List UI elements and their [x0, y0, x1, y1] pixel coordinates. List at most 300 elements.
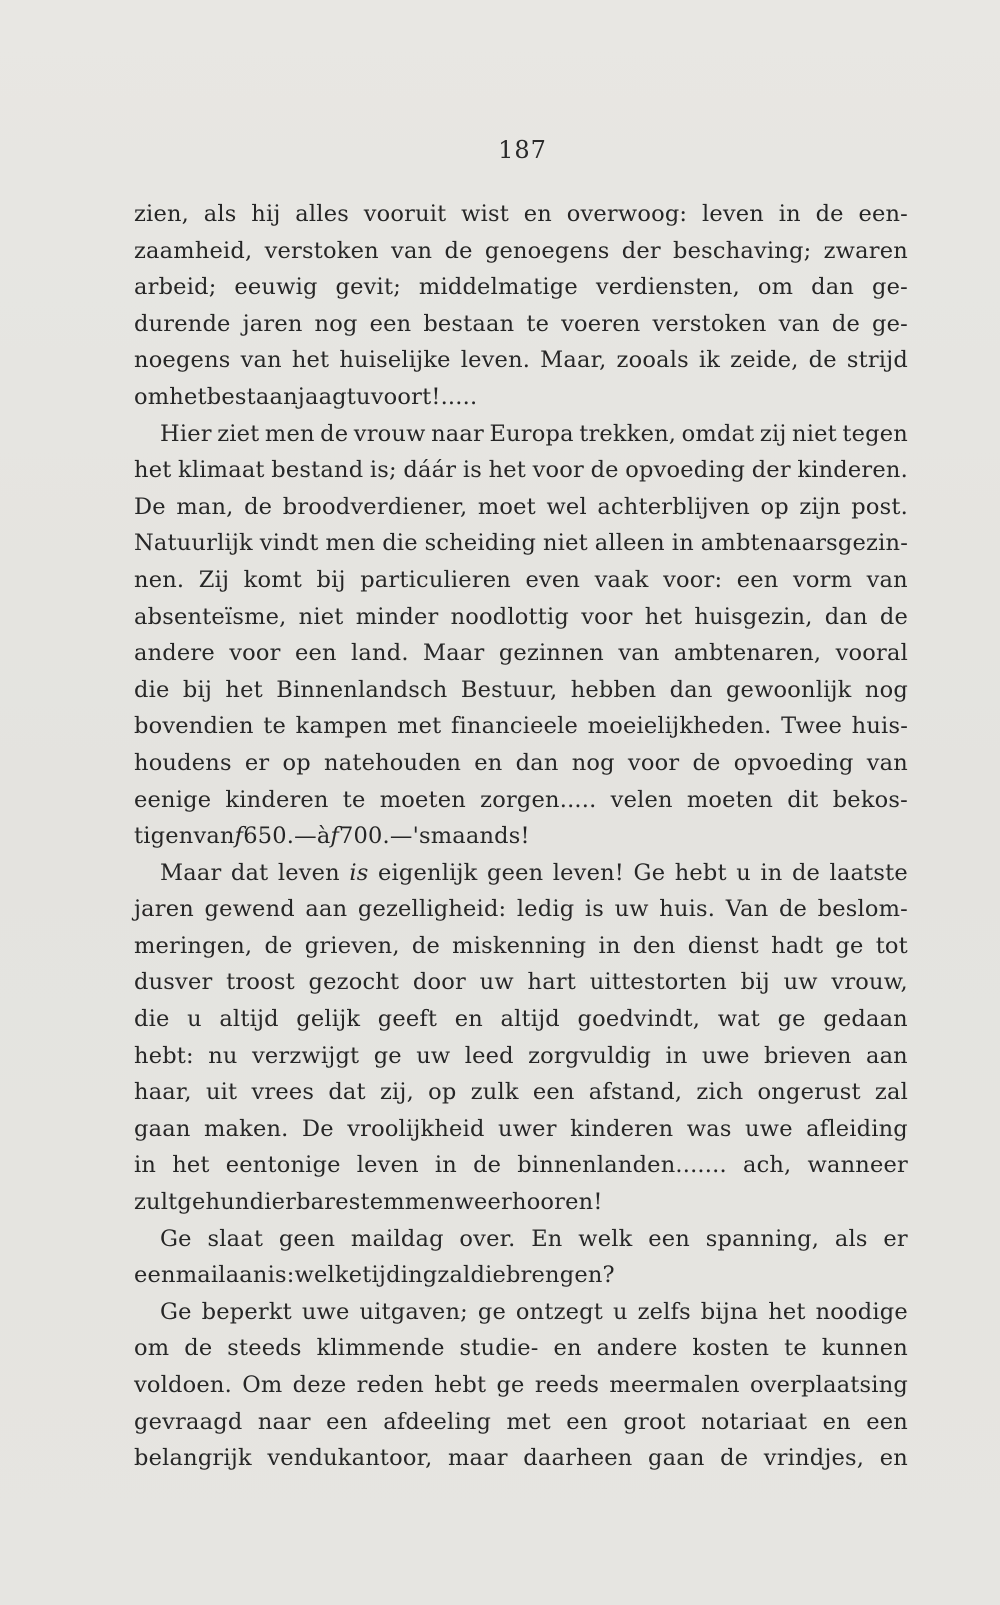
word: zij	[759, 420, 787, 447]
word: hebt:	[134, 1042, 194, 1069]
text-line	[134, 928, 908, 965]
word: huisgezin,	[694, 603, 813, 630]
text-line	[134, 1038, 908, 1075]
word: natehouden	[324, 749, 462, 776]
word: afstand,	[588, 1079, 683, 1106]
word: het	[172, 1152, 210, 1179]
word: arbeid;	[134, 274, 217, 301]
word: vendukantoor,	[267, 1445, 433, 1472]
word: ziet	[217, 420, 260, 447]
word: huis.	[659, 896, 716, 923]
word: jaagt	[297, 383, 357, 410]
word: maar	[448, 1445, 508, 1472]
word: minder	[355, 603, 439, 630]
word: verzwijgt	[251, 1042, 360, 1069]
text-line	[134, 233, 908, 270]
word: dan	[824, 603, 868, 630]
word: ge	[477, 1298, 506, 1325]
word: De	[134, 493, 166, 520]
word: voor	[627, 749, 680, 776]
word: 650.—	[243, 823, 317, 850]
word: gevit;	[335, 274, 401, 301]
word: huis-	[851, 713, 908, 740]
word: om	[134, 383, 170, 410]
word: kosten	[692, 1335, 770, 1362]
word: mail	[175, 1262, 226, 1289]
word: den	[632, 932, 676, 959]
word: zich	[696, 1079, 744, 1106]
word: à	[316, 823, 331, 850]
word: goedvindt,	[577, 1006, 701, 1033]
word: uittestorten	[589, 969, 727, 996]
text-line	[134, 1367, 908, 1404]
word: kinderen	[570, 1115, 674, 1142]
word: een	[326, 1408, 368, 1435]
word: Maar,	[540, 347, 607, 374]
word: Om	[242, 1372, 283, 1398]
word: spanning,	[705, 1225, 820, 1252]
word: het	[488, 457, 527, 484]
word: ach,	[742, 1152, 792, 1179]
word: leven	[356, 1152, 419, 1179]
word: eentonige	[225, 1152, 341, 1179]
word: en	[822, 1408, 851, 1435]
word: moet	[477, 493, 536, 520]
word: naar	[431, 420, 484, 447]
word: dierbare	[249, 1189, 349, 1216]
word: er	[244, 749, 270, 776]
word: vrees	[251, 1079, 315, 1106]
text-line	[134, 1147, 908, 1184]
word: Maar	[160, 859, 222, 886]
word: jaren	[242, 310, 303, 337]
word: reeds	[534, 1372, 600, 1398]
word: ambtenaren,	[673, 640, 822, 667]
word: het	[169, 383, 207, 410]
word: van	[778, 310, 820, 337]
word: dan	[669, 676, 713, 703]
word: bovendien	[134, 713, 254, 740]
word: beslom-	[817, 896, 908, 923]
word: u	[356, 383, 371, 410]
word: een	[566, 1408, 608, 1435]
word: nog	[864, 676, 908, 703]
word: een	[294, 640, 337, 667]
word: het	[134, 457, 172, 484]
word: op	[428, 1079, 457, 1106]
word: post.	[851, 493, 908, 520]
word: nog	[314, 310, 358, 337]
word: studie-	[459, 1335, 539, 1362]
word: de	[184, 1335, 213, 1362]
word: stemmen	[348, 1189, 455, 1216]
word: in	[134, 1152, 157, 1179]
word: verstoken	[652, 310, 767, 337]
word: Natuurlijk	[134, 530, 253, 557]
word: De	[301, 1115, 334, 1142]
word: te	[263, 713, 287, 740]
text-line	[134, 379, 908, 416]
word: voor	[229, 640, 281, 667]
word: afdeeling	[383, 1408, 492, 1435]
word: van	[866, 566, 908, 593]
text-line	[134, 342, 908, 379]
word: tot	[875, 932, 908, 959]
word: aan	[865, 1042, 908, 1069]
word: van	[193, 823, 235, 850]
word: die	[470, 1262, 506, 1289]
text-line	[134, 672, 908, 709]
word: zal	[874, 1079, 908, 1106]
word: Ge	[633, 859, 666, 886]
word: vaak	[594, 566, 649, 593]
word: uwe	[745, 1115, 793, 1142]
word: voor	[532, 457, 584, 484]
word: particulieren	[360, 566, 511, 593]
word: wanneer	[807, 1152, 908, 1179]
word: Europa	[489, 420, 574, 447]
word: dat	[328, 1079, 366, 1106]
word: klimaat	[178, 457, 265, 484]
word: tegen	[842, 420, 908, 447]
word: jaren	[134, 896, 194, 923]
word: zwaren	[823, 237, 908, 264]
word: leven	[277, 859, 340, 886]
word: hadt	[771, 932, 824, 959]
word: Twee	[781, 713, 843, 740]
word: broodverdiener,	[282, 493, 468, 520]
word: hooren!	[512, 1189, 603, 1216]
text-line	[134, 855, 908, 892]
word: over.	[459, 1225, 516, 1252]
word: huiselijke	[339, 347, 451, 374]
word: die	[382, 530, 418, 557]
word: grieven,	[304, 932, 400, 959]
word: vindt	[259, 530, 319, 557]
word: gedaan	[823, 1006, 908, 1033]
word: de	[692, 749, 721, 776]
word: hart	[527, 969, 577, 996]
word: er	[883, 1225, 908, 1252]
word: gezocht	[308, 969, 400, 996]
word: dusver	[134, 969, 213, 996]
text-line	[134, 708, 908, 745]
word: u	[736, 859, 751, 886]
word: eeuwig	[234, 274, 318, 301]
word: beschaving;	[673, 237, 812, 264]
word: velen	[610, 786, 673, 813]
word: hebt	[434, 1372, 487, 1398]
text-line	[134, 1001, 908, 1038]
word: een	[369, 310, 412, 337]
word: nu	[208, 1042, 238, 1069]
word: de	[473, 1152, 502, 1179]
word: welk	[578, 1225, 633, 1252]
word: vrouw	[353, 420, 426, 447]
word: uw	[783, 969, 818, 996]
word: dienst	[687, 932, 759, 959]
word: notariaat	[701, 1408, 808, 1435]
word: reden	[356, 1372, 424, 1398]
page-number: 187	[498, 136, 547, 164]
body-text	[134, 196, 908, 1477]
word: bestaan	[423, 310, 515, 337]
text-line	[134, 1330, 908, 1367]
word: Hier	[160, 420, 212, 447]
word: maands!	[430, 823, 530, 850]
word: u	[612, 1298, 628, 1325]
word: een	[648, 1225, 690, 1252]
word: zult	[134, 1189, 178, 1216]
word: in	[598, 932, 621, 959]
word: te	[342, 786, 366, 813]
word: van	[618, 640, 660, 667]
word: ge-	[872, 274, 908, 301]
word: wel	[546, 493, 587, 520]
word: was	[686, 1115, 732, 1142]
word: tigen	[134, 823, 194, 850]
word: dan	[811, 274, 855, 301]
word: financieele	[450, 713, 579, 740]
word: de	[444, 237, 473, 264]
word: men	[264, 420, 315, 447]
word: als	[834, 1225, 868, 1252]
word: noodlottig	[450, 603, 570, 630]
word: meringen,	[134, 932, 253, 959]
word: welke	[294, 1262, 363, 1289]
word: komt	[243, 566, 303, 593]
word: alles	[295, 201, 349, 227]
word: in	[778, 201, 801, 227]
word: vrouw,	[831, 969, 908, 996]
word: ge	[496, 1372, 525, 1398]
word: de	[244, 493, 273, 520]
word: overplaatsing	[749, 1372, 908, 1398]
word: kampen	[295, 713, 388, 740]
text-line	[134, 1074, 908, 1111]
word: slaat	[207, 1225, 264, 1252]
text-line	[134, 269, 908, 306]
word: houdens	[134, 749, 232, 776]
text-line	[134, 306, 908, 343]
word: kunnen	[821, 1335, 908, 1362]
word: middelmatige	[418, 274, 578, 301]
word: verstoken	[264, 237, 379, 264]
word: klimmende	[316, 1335, 445, 1362]
word: vrindjes,	[763, 1445, 865, 1472]
word: door	[412, 969, 466, 996]
word: altijd	[219, 1006, 279, 1033]
word: en	[523, 201, 552, 227]
word: overwoog:	[566, 201, 688, 227]
text-line	[134, 452, 908, 489]
text-line	[134, 1257, 908, 1294]
word: gaan	[648, 1445, 705, 1472]
word: bestand	[271, 457, 364, 484]
word: brengen?	[505, 1262, 615, 1289]
word: binnenlanden.......	[517, 1152, 727, 1179]
word: in	[665, 1042, 688, 1069]
word: En	[531, 1225, 563, 1252]
word: bij	[316, 566, 346, 593]
text-line	[134, 1294, 908, 1331]
word: achterblijven	[597, 493, 750, 520]
word: een	[532, 1079, 575, 1106]
word: dat	[230, 859, 269, 886]
word: maildag	[350, 1225, 444, 1252]
word: zorgen.....	[480, 786, 597, 813]
word: uwer	[498, 1115, 557, 1142]
text-line	[134, 1184, 908, 1221]
word: bijna	[700, 1298, 759, 1325]
word: geen	[278, 1225, 336, 1252]
text-line	[134, 635, 908, 672]
word: weer	[454, 1189, 512, 1216]
word: het	[644, 603, 683, 630]
word: ongerust	[757, 1079, 861, 1106]
word: voor	[581, 603, 633, 630]
word: der	[751, 457, 791, 484]
word: met	[397, 713, 442, 740]
word: leven!	[552, 859, 625, 886]
word: Maar	[423, 640, 485, 667]
word: eigenlijk	[377, 859, 478, 886]
word: en	[454, 1006, 483, 1033]
word: vooral	[835, 640, 908, 667]
word: de	[264, 932, 293, 959]
word: noodige	[815, 1298, 908, 1325]
word: laatste	[829, 859, 908, 886]
word: om	[134, 1335, 170, 1362]
word: hun	[205, 1189, 250, 1216]
word: zien,	[134, 201, 190, 227]
word: de	[320, 420, 349, 447]
word: ge	[777, 1006, 806, 1033]
word: afleiding	[806, 1115, 908, 1142]
word: leven	[701, 201, 764, 227]
word: ontzegt	[515, 1298, 604, 1325]
word: een	[736, 566, 779, 593]
word: maken.	[203, 1115, 289, 1142]
word: scheiding	[424, 530, 537, 557]
text-line	[134, 416, 908, 453]
word: ik	[698, 347, 721, 374]
word: gewend	[204, 896, 295, 923]
word: is	[584, 896, 605, 923]
word: hebben	[570, 676, 657, 703]
word: te	[526, 310, 550, 337]
word: gezelligheid:	[357, 896, 507, 923]
word: zij,	[379, 1079, 414, 1106]
word: in	[434, 1152, 457, 1179]
word: aan	[305, 896, 348, 923]
word: bij	[740, 969, 770, 996]
word: uitgaven;	[359, 1298, 468, 1325]
word: moeielijkheden.	[587, 713, 772, 740]
word: zijn	[799, 493, 841, 520]
word: de	[778, 896, 808, 923]
word: niet	[792, 420, 837, 447]
word: f	[330, 823, 339, 850]
word: te	[784, 1335, 807, 1362]
word: voeren	[561, 310, 641, 337]
word: hebt	[674, 859, 727, 886]
word: dan	[515, 749, 559, 776]
word: de	[791, 859, 821, 886]
word: andere	[596, 1335, 678, 1362]
word: op	[282, 749, 311, 776]
word: trekken,	[579, 420, 677, 447]
word: beperkt	[201, 1298, 292, 1325]
word: ledig	[516, 896, 575, 923]
word: van	[866, 749, 908, 776]
word: een-	[858, 201, 908, 227]
word: meermalen	[609, 1372, 740, 1398]
word: de	[590, 457, 619, 484]
word: bekos-	[832, 786, 908, 813]
word: die	[134, 676, 170, 703]
word: moeten	[379, 786, 466, 813]
word: miskenning	[452, 932, 587, 959]
word: Binnenlandsch	[276, 676, 448, 703]
word: gaan	[134, 1115, 191, 1142]
word: haar,	[134, 1079, 192, 1106]
word: niet	[298, 603, 344, 630]
word: kinderen	[225, 786, 329, 813]
word: de	[831, 310, 860, 337]
text-line	[134, 1221, 908, 1258]
word: nog	[571, 749, 615, 776]
word: men	[325, 530, 376, 557]
text-line	[134, 1404, 908, 1441]
word: gewoonlijk	[725, 676, 852, 703]
word: man,	[176, 493, 234, 520]
word: f	[234, 823, 244, 850]
word: leven.	[460, 347, 531, 374]
word: gezinnen	[498, 640, 604, 667]
word: van	[240, 347, 282, 374]
word: voor:	[663, 566, 723, 593]
text-line	[134, 745, 908, 782]
word: alleen	[594, 530, 665, 557]
word: opvoeding	[733, 749, 854, 776]
word: absenteïsme,	[134, 603, 287, 630]
text-line	[134, 196, 908, 233]
word: tijding	[362, 1262, 438, 1289]
word: als	[203, 201, 237, 227]
word: moeten	[686, 786, 774, 813]
word: dáár	[403, 457, 457, 484]
word: 's	[412, 823, 431, 850]
word: Ge	[160, 1225, 192, 1252]
word: Ge	[160, 1298, 192, 1325]
word: geeft	[377, 1006, 438, 1033]
word: het	[291, 347, 330, 374]
word: die	[134, 1006, 170, 1033]
text-line	[134, 562, 908, 599]
word: en	[879, 1445, 908, 1472]
word: nen.	[134, 566, 185, 593]
word: genoegens	[484, 237, 610, 264]
word: voort!.....	[370, 383, 478, 410]
text-line	[134, 1440, 908, 1477]
word: naar	[257, 1408, 311, 1435]
text-line	[134, 818, 908, 855]
word: om	[757, 274, 794, 301]
word: uw	[479, 969, 514, 996]
word: zulk	[470, 1079, 519, 1106]
word: een	[866, 1408, 908, 1435]
